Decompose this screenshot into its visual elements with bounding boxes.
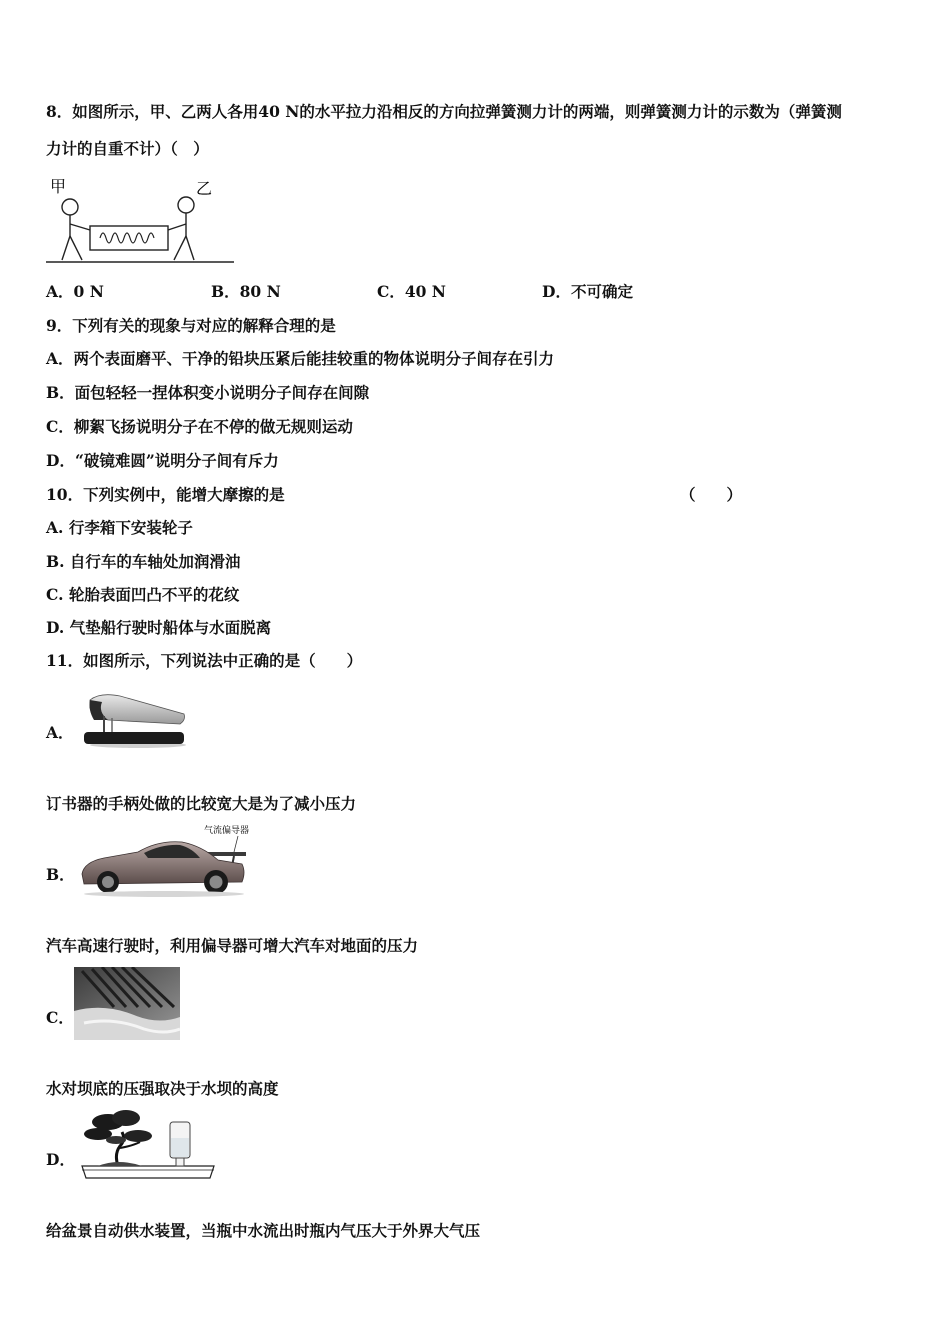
spoiler-label: 气流偏导器 (204, 826, 250, 836)
q10-option-b: B. 自行车的车轴处加润滑油 (46, 552, 241, 571)
q11-option-b-letter: B． (46, 865, 75, 884)
stapler-image (80, 690, 188, 750)
fig-label-jia: 甲 (50, 177, 67, 196)
q9-option-c: C．柳絮飞扬说明分子在不停的做无规则运动 (46, 417, 353, 436)
q11-option-c-letter: C． (46, 1008, 74, 1027)
q11-option-d-letter: D． (46, 1150, 75, 1169)
q8-option-c: C．40 N (377, 282, 446, 301)
q8-option-a: A．0 N (46, 282, 104, 301)
q9-option-b: B．面包轻轻一捏体积变小说明分子间存在间隙 (46, 383, 370, 402)
q11-option-d-text: 给盆景自动供水装置，当瓶中水流出时瓶内气压大于外界大气压 (46, 1221, 481, 1240)
q10-option-d: D. 气垫船行驶时船体与水面脱离 (46, 618, 272, 637)
q9-option-d: D．“破镜难圆”说明分子间有斥力 (46, 451, 279, 470)
q11-option-a-text: 订书器的手柄处做的比较宽大是为了减小压力 (46, 794, 357, 813)
spring-scale-figure (44, 174, 244, 266)
q11-stem: 11．如图所示，下列说法中正确的是（ ） (46, 651, 363, 670)
fig-label-yi: 乙 (196, 179, 213, 198)
q10-answer-bracket: （ ） (680, 485, 743, 504)
dam-water-image (74, 967, 180, 1040)
q10-option-c: C. 轮胎表面凹凸不平的花纹 (46, 585, 240, 604)
q11-option-c-text: 水对坝底的压强取决于水坝的高度 (46, 1079, 279, 1098)
q9-option-a: A．两个表面磨平、干净的铅块压紧后能挂较重的物体说明分子间存在引力 (46, 349, 555, 368)
q11-option-a-letter: A． (46, 723, 74, 742)
bonsai-water-supply-image (78, 1108, 218, 1182)
q11-option-b-text: 汽车高速行驶时，利用偏导器可增大汽车对地面的压力 (46, 936, 419, 955)
q8-option-d: D．不可确定 (542, 282, 633, 301)
q8-stem-line1: 8．如图所示，甲、乙两人各用40 N的水平拉力沿相反的方向拉弹簧测力计的两端，则弹簧测力计的示数为（弹簧测 (46, 102, 842, 121)
q9-stem: 9．下列有关的现象与对应的解释合理的是 (46, 316, 336, 335)
q10-stem: 10．下列实例中，能增大摩擦的是 (46, 485, 285, 504)
sports-car-image (78, 822, 250, 898)
q10-option-a: A. 行李箱下安装轮子 (46, 518, 193, 537)
q8-stem-line2: 力计的自重不计）（ ） (46, 139, 209, 158)
q8-option-b: B．80 N (211, 282, 281, 301)
